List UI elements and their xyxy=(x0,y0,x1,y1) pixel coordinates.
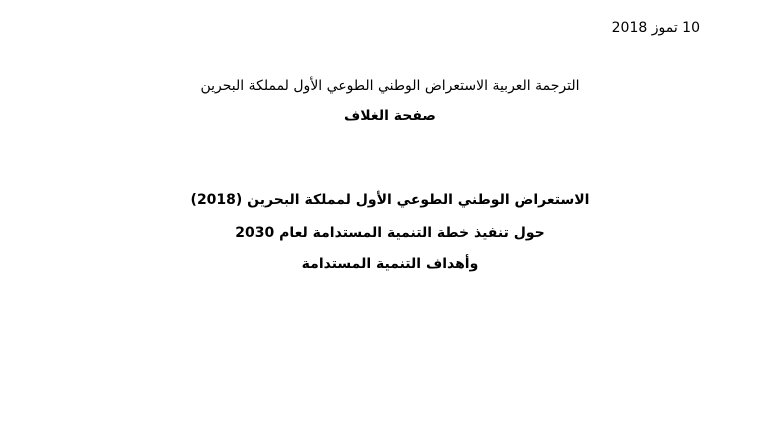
report-title-line-2: حول تنفيذ خطة التنمية المستدامة لعام 2030 xyxy=(235,225,545,241)
report-title-line-3: وأهداف التنمية المستدامة xyxy=(301,256,479,272)
document-date: 10 تموز 2018 xyxy=(611,20,700,36)
translation-note: الترجمة العربية الاستعراض الوطني الطوعي الأول لمملكة البحرين xyxy=(200,78,580,94)
report-title-line-1: الاستعراض الوطني الطوعي الأول لمملكة البحرين (2018) xyxy=(190,192,590,208)
cover-heading: صفحة الغلاف xyxy=(344,108,436,124)
